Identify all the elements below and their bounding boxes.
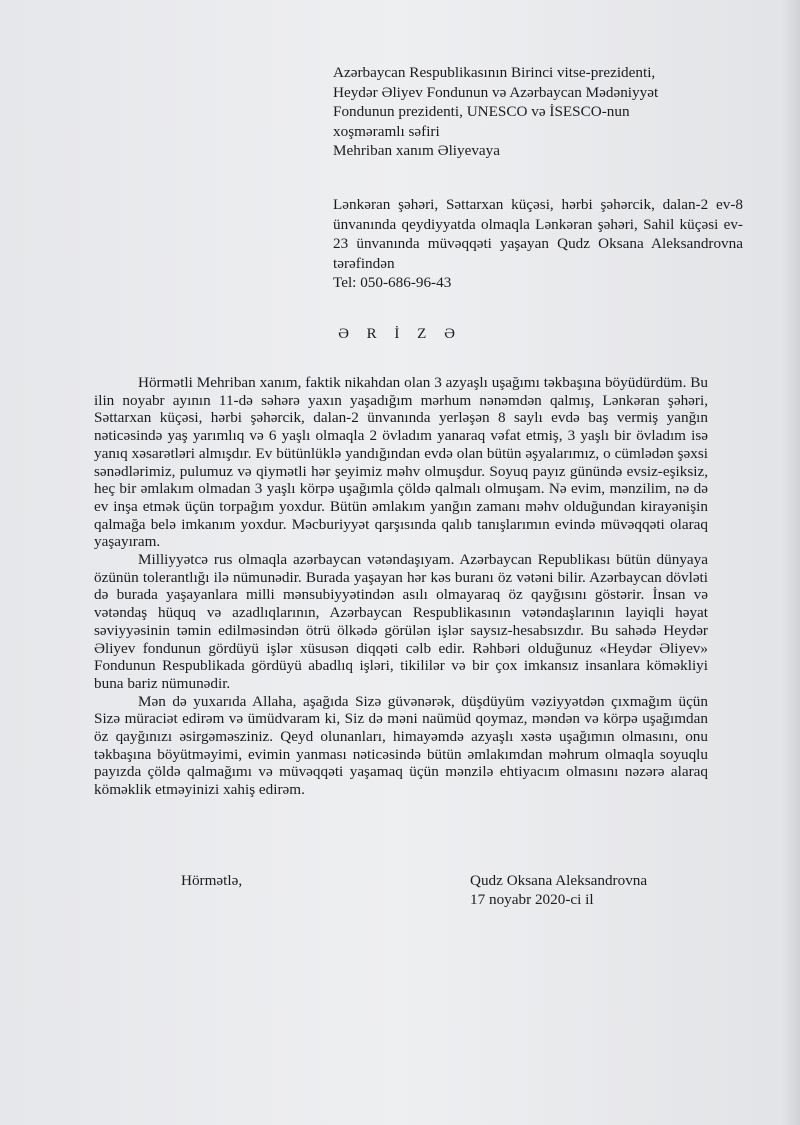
letter-body xyxy=(94,374,708,799)
body-paragraph: Milliyyətcə rus olmaqla azərbaycan vətəndaşıyam. Azərbaycan Republikası bütün dünyaya özünün tolerantlığı ilə nümunədir. Burada yaşayan hər kəs buranı öz vətəni bilir. Azərbaycan dövləti də burada yaşayanlara milli mənsubiyyətindən asılı olmayaraq öz qayğısını göstərir. İnsan və vətəndaş hüquq və azadlıqlarının, Azərbaycan Respublikasının vətəndaşlarının layiqli həyat səviyyəsinin təmin edilməsindən ötrü ölkədə görülən işlər saysız-hesabsızdır. Bu sahədə Heydər Əliyev fondunun gördüyü işlər xüsusən diqqəti cəlb edir. Rəhbəri olduğunuz «Heydər Əliyev» Fondunun Respublikada gördüyü abadlıq işləri, tikililər və bir çox imkansız insanlara köməkliyi buna bariz nümunədir. xyxy=(94,551,708,692)
signature-name: Qudz Oksana Aleksandrovna xyxy=(470,872,648,889)
sender-block xyxy=(333,195,743,293)
recipient-line: Azərbaycan Respublikasının Birinci vitse-prezidenti, xyxy=(333,64,656,81)
sender-address: Lənkəran şəhəri, Səttarxan küçəsi, hərbi şəhərcik, dalan-2 ev-8 ünvanında qeydiyyatda olmaqla Lənkəran şəhəri, Sahil küçəsi ev-23 ünvanında müvəqqəti yaşayan Qudz Oksana Aleksandrovna tərəfindən xyxy=(333,196,743,272)
body-paragraph: Hörmətli Mehriban xanım, faktik nikahdan olan 3 azyaşlı uşağımı təkbaşına böyüdürdüm. Bu ilin noyabr ayının 11-də səhərə yaxın yaşadığım mərhum nənəmdən qalmış, Lənkəran şəhəri, Səttarxan küçəsi, hərbi şəhərcik, dalan-2 ünvanında yerləşən 8 saylı evdə baş vermiş yanğın nəticəsində yaş yarımlıq və 6 yaşlı olmaqla 2 övladım yanaraq vəfat etmiş, 3 yaşlı bir övladım isə yanıq xəsarətləri almışdır. Ev bütünlüklə yandığından evdə olan bütün əşyalarımız, o cümlədən şəxsi sənədlərimiz, pulumuz və qiymətli hər şeyimiz məhv olmuşdur. Soyuq payız günündə evsiz-eşiksiz, heç bir əmlakım olmadan 3 yaşlı körpə uşağımla çöldə qalmalı olmuşam. Nə evim, mənzilim, nə də ev inşa etmək üçün torpağım yoxdur. Bütün əmlakım yanğın zamanı məhv olduğundan kirayənişin qalmağa belə imkanım yoxdur. Məcburiyyət qarşısında qalıb tanışlarımın evində müvəqqəti olaraq yaşayıram. xyxy=(94,374,708,551)
recipient-line: Heydər Əliyev Fondunun və Azərbaycan Mədəniyyət xyxy=(333,83,659,101)
signature-date: 17 noyabr 2020-ci il xyxy=(470,890,594,908)
sender-phone: Tel: 050-686-96-43 xyxy=(333,274,452,292)
document-title: Ə R İ Z Ə xyxy=(338,326,462,342)
recipient-block xyxy=(333,63,743,161)
recipient-line: xoşməramlı səfiri xyxy=(333,122,440,140)
signature-block xyxy=(470,872,647,909)
recipient-line: Mehriban xanım Əliyevaya xyxy=(333,142,501,160)
closing-salutation: Hörmətlə, xyxy=(181,872,243,889)
recipient-line: Fondunun prezidenti, UNESCO və İSESCO-nun xyxy=(333,103,630,121)
page-edge-shadow xyxy=(782,0,800,1125)
body-paragraph: Mən də yuxarıda Allaha, aşağıda Sizə güvənərək, düşdüyüm vəziyyətdən çıxmağım üçün Sizə müraciət edirəm və ümüdvaram ki, Siz də məni naümüd qoymaz, məndən və körpə uşağımdan öz qayğınızı əsirgəməsziniz. Qeyd olunanları, himayəmdə azyaşlı xəstə uşağımın olmasını, onu təkbaşına böyütməyimi, evimin yanması nəticəsində bütün əmlakımdan məhrum olmaqla soyuqlu payızda çöldə qalmağımı və müvəqqəti yaşamaq üçün mənzilə ehtiyacım olmasını nəzərə alaraq köməklik etməyinizi xahiş edirəm. xyxy=(94,692,708,799)
